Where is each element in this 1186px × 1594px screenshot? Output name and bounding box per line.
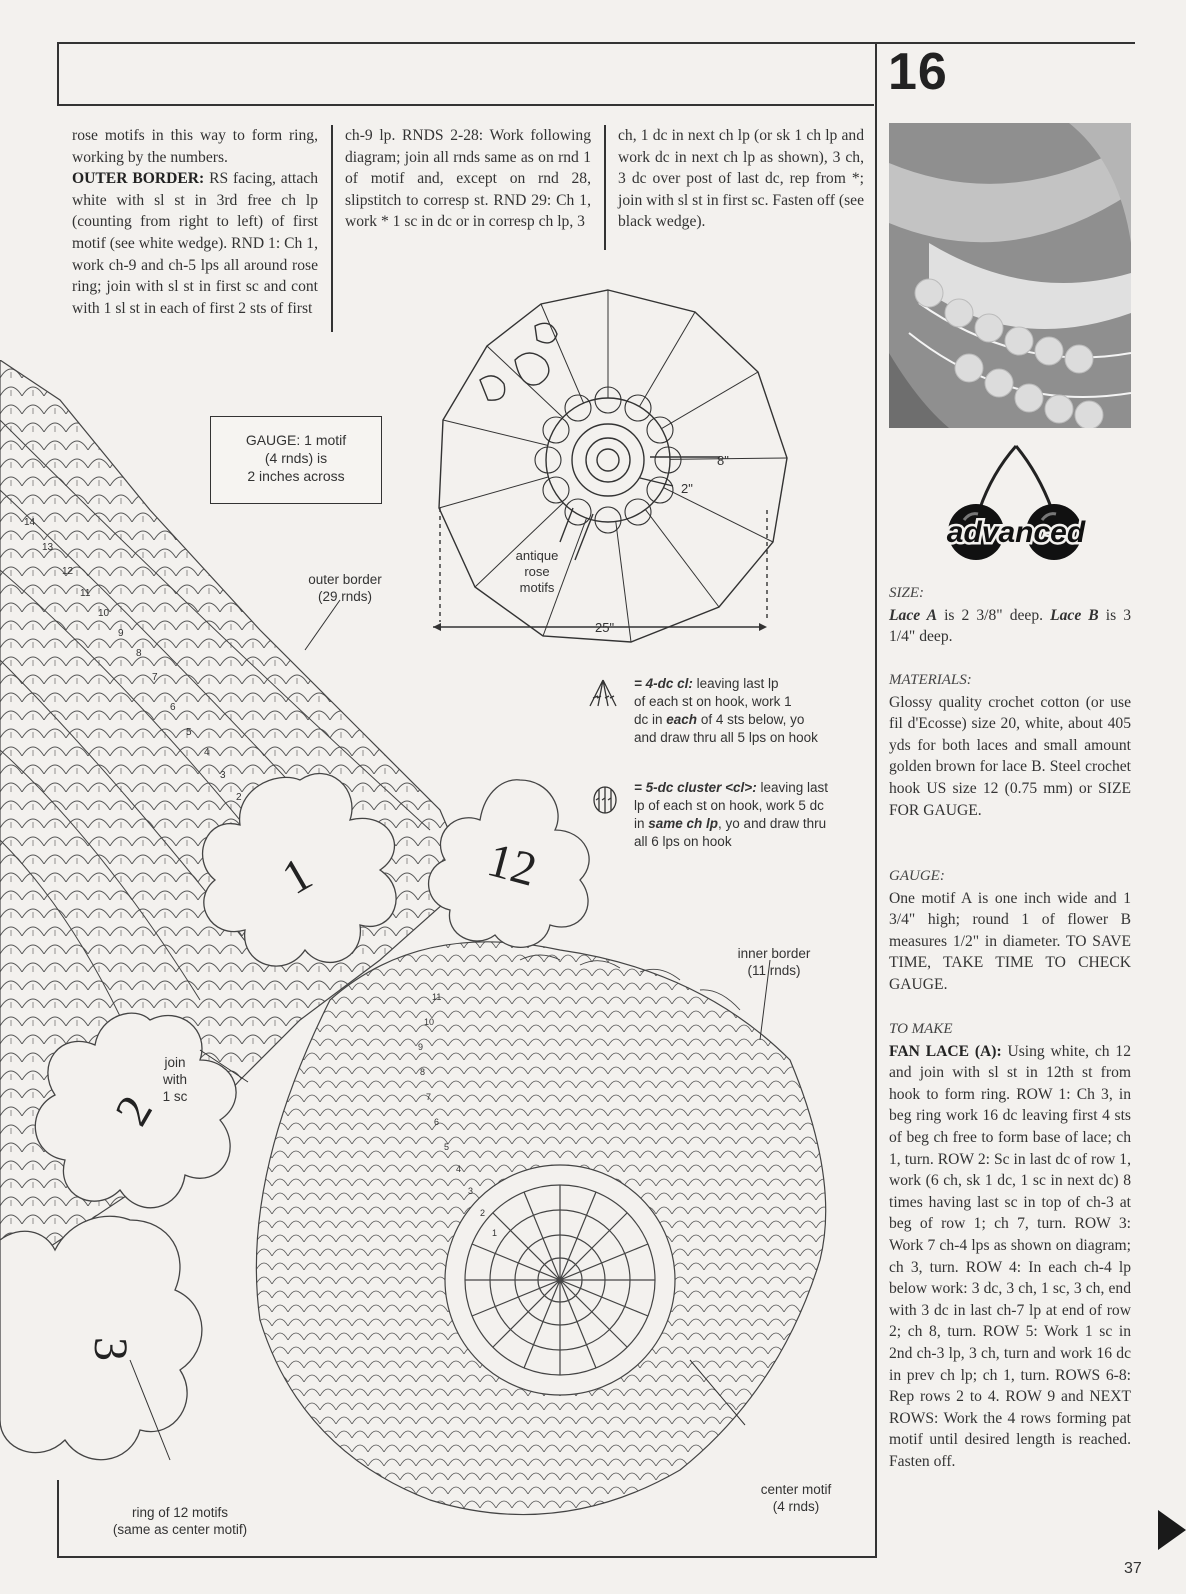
legend-cl5-desc-a: leaving last [756, 780, 828, 795]
advanced-badge-text: advanced [946, 516, 1086, 549]
column2-text: ch-9 lp. RNDS 2-28: Work following diagram; join all rnds same as on rnd 1 of motif and, except on rnd 28, slipstitch to corresp st. RND 29: Ch 1, work * 1 sc in dc or in corresp ch lp, 3 [345, 127, 591, 231]
rose-label-1: antique [515, 548, 559, 563]
top-rule [57, 42, 1135, 44]
size-b-text: is 3 1/4" deep. [889, 606, 1131, 646]
next-page-arrow-icon [1158, 1510, 1186, 1550]
rnd-5: 5 [186, 727, 192, 738]
schematic-dim-8: 8" [717, 453, 729, 468]
center-motif-label [746, 1481, 846, 1515]
ring-motifs-label-1: ring of 12 motifs [131, 1505, 229, 1520]
size-a-text: is 2 3/8" deep. [937, 606, 1051, 624]
to-make-label: TO MAKE [889, 1021, 953, 1037]
inner-rnd-1: 1 [492, 1228, 498, 1238]
schematic-dim-25: 25" [595, 620, 615, 635]
rnd-9: 9 [118, 628, 124, 639]
legend-cl4-desc-c1: dc in [634, 712, 667, 727]
legend-cl4-desc-d: and draw thru all 5 lps on hook [634, 730, 818, 745]
rnd-7: 7 [152, 672, 158, 683]
inner-rnd-8: 8 [420, 1067, 426, 1077]
inner-rnd-4: 4 [456, 1164, 462, 1174]
join-label-1: join [164, 1055, 186, 1070]
rnd-12: 12 [62, 566, 74, 577]
size-label: SIZE: [889, 585, 924, 601]
gauge-line-3: 2 inches across [247, 468, 345, 484]
text-column-1 [72, 125, 318, 319]
motif-number-3: 3 [84, 1337, 137, 1361]
rose-label-2: rose [524, 564, 550, 579]
rnd-4: 4 [204, 747, 210, 758]
ring-motifs-label [90, 1504, 270, 1538]
pattern-number: 16 [888, 43, 948, 101]
legend-cl5-desc-d: all 6 lps on hook [634, 834, 732, 849]
materials-section [889, 670, 1131, 821]
inner-rnd-9: 9 [418, 1042, 424, 1052]
inner-border-label-2: (11 rnds) [747, 963, 801, 978]
outer-border-heading: OUTER BORDER: [72, 170, 205, 188]
rnd-11: 11 [80, 588, 91, 599]
join-label [150, 1054, 200, 1105]
schematic-dim-2: 2" [681, 481, 693, 496]
outer-border-label-2: (29 rnds) [317, 589, 373, 604]
fan-lace-heading: FAN LACE (A): [889, 1042, 1002, 1060]
rnd-13: 13 [42, 542, 54, 553]
motif-number-1: 1 [273, 847, 321, 906]
inner-rnd-11: 11 [432, 992, 442, 1002]
rnd-14: 14 [24, 517, 36, 528]
rnd-2: 2 [236, 792, 242, 803]
lace-photo [889, 123, 1131, 428]
gauge-line-1: GAUGE: 1 motif [245, 432, 347, 448]
legend-cl5-same: same ch lp [648, 816, 719, 831]
inner-rnd-6: 6 [434, 1117, 440, 1127]
motif-number-2: 2 [105, 1086, 164, 1135]
motif-number-12: 12 [482, 833, 543, 897]
size-section [889, 583, 1131, 648]
legend-cl5-term: = 5-dc cluster <cl>: [634, 780, 757, 795]
legend-cl4-desc-b: of each st on hook, work 1 [634, 694, 792, 709]
column-divider-1 [331, 125, 333, 332]
ring-motifs-label-2: (same as center motif) [112, 1522, 248, 1537]
page-number: 37 [1124, 1560, 1142, 1577]
lace-photo-image [889, 123, 1131, 428]
bottom-rule [57, 1556, 875, 1558]
to-make-section [889, 1019, 1131, 1472]
rnd-6: 6 [170, 702, 176, 713]
materials-label: MATERIALS: [889, 672, 972, 688]
legend-cl5-desc-c1: in [634, 816, 649, 831]
size-b-name: Lace B [1050, 606, 1099, 624]
legend-cl4-each: each [666, 712, 698, 727]
text-column-3 [618, 125, 864, 233]
size-a-name: Lace A [889, 606, 938, 624]
join-label-2: with [162, 1072, 187, 1087]
outer-border-label-1: outer border [308, 572, 382, 587]
legend-cl5-desc-c2: , yo and draw thru [718, 816, 827, 831]
gauge-section [889, 866, 1131, 996]
outer-border-text: RS facing, attach white with sl st in 3rd free ch lp (counting from right to left) of first motif (see white wedge). RND 1: Ch 1, work ch-9 and ch-5 lps all around rose ring; join with sl st in first sc and cont with 1 sl st in each of first 2 sts of first [72, 170, 318, 317]
gauge-text: One motif A is one inch wide and 1 3/4" high; round 1 of flower B measures 1/2" in diameter. TO SAVE TIME, TAKE TIME TO CHECK GAUGE. [889, 889, 1131, 993]
rnd-8: 8 [136, 648, 142, 659]
inner-border-label [724, 945, 824, 979]
legend-cl4-desc-a: leaving last lp [692, 676, 779, 691]
fan-lace-text: Using white, ch 12 and join with sl st in 12th st from hook to form ring. ROW 1: Ch 3, in beg ring work 16 dc leaving first 4 sts of beg ch free to form base of lace; ch 1, turn. ROW 2: Sc in last dc of row 1, work (6 ch, sk 1 dc, 1 sc in next dc) 8 times having last sc in top of ch-3 at beg of row 1; ch 7, turn. ROW 3: Work 7 ch-4 lps as shown on diagram; ch 3, turn. ROW 4: In each ch-4 lp below work: 3 dc, 3 ch, 1 sc, 3 ch, end with 3 dc in last ch-7 lp at end of row 2; ch 8, turn. ROW 5: Work 1 sc in 2nd ch-3 lp, 3 ch, turn and work 16 dc in prev ch lp; ch 1, turn. ROWS 6-8: Rep rows 2 to 4. ROW 9 and NEXT ROWS: Work the 4 rows forming pat motif until desired length is reached. Fasten off. [889, 1042, 1131, 1470]
outer-border-label [295, 571, 395, 605]
legend-cl4-term: = 4-dc cl: [634, 676, 693, 691]
header-rule [57, 104, 874, 106]
center-motif-label-1: center motif [760, 1482, 832, 1497]
inner-border-label-1: inner border [737, 946, 811, 961]
legend-cl5-desc-b: lp of each st on hook, work 5 dc [634, 798, 824, 813]
gauge-line-2: (4 rnds) is [264, 450, 328, 466]
sidebar-rule [875, 42, 877, 1558]
rnd-10: 10 [98, 608, 110, 619]
inner-rnd-10: 10 [424, 1017, 435, 1027]
inner-rnd-3: 3 [468, 1186, 474, 1196]
center-motif-label-2: (4 rnds) [772, 1499, 820, 1514]
rose-label-3: motifs [519, 580, 555, 595]
column3-text: ch, 1 dc in next ch lp (or sk 1 ch lp and work dc in next ch lp as shown), 3 ch, 3 dc over post of last dc, rep from *; join with sl st in first sc. Fasten off (see black wedge). [618, 127, 864, 231]
column1-intro: rose motifs in this way to form ring, working by the numbers. [72, 127, 318, 166]
inner-rnd-7: 7 [426, 1092, 432, 1102]
legend-cl4-desc-c2: of 4 sts below, yo [697, 712, 805, 727]
inner-rnd-5: 5 [444, 1142, 450, 1152]
text-column-2 [345, 125, 591, 233]
inner-rnd-2: 2 [480, 1208, 486, 1218]
column-divider-2 [604, 125, 606, 250]
gauge-label: GAUGE: [889, 868, 945, 884]
frame-left-rule [57, 42, 59, 104]
rnd-3: 3 [220, 770, 226, 781]
materials-text: Glossy quality crochet cotton (or use fil d'Ecosse) size 20, white, about 405 yds for both laces and small amount golden brown for lace B. Steel crochet hook US size 12 (0.75 mm) or SIZE FOR GAUGE. [889, 693, 1131, 819]
center-motif [445, 1165, 675, 1395]
join-label-3: 1 sc [162, 1089, 188, 1104]
advanced-badge [926, 440, 1106, 570]
